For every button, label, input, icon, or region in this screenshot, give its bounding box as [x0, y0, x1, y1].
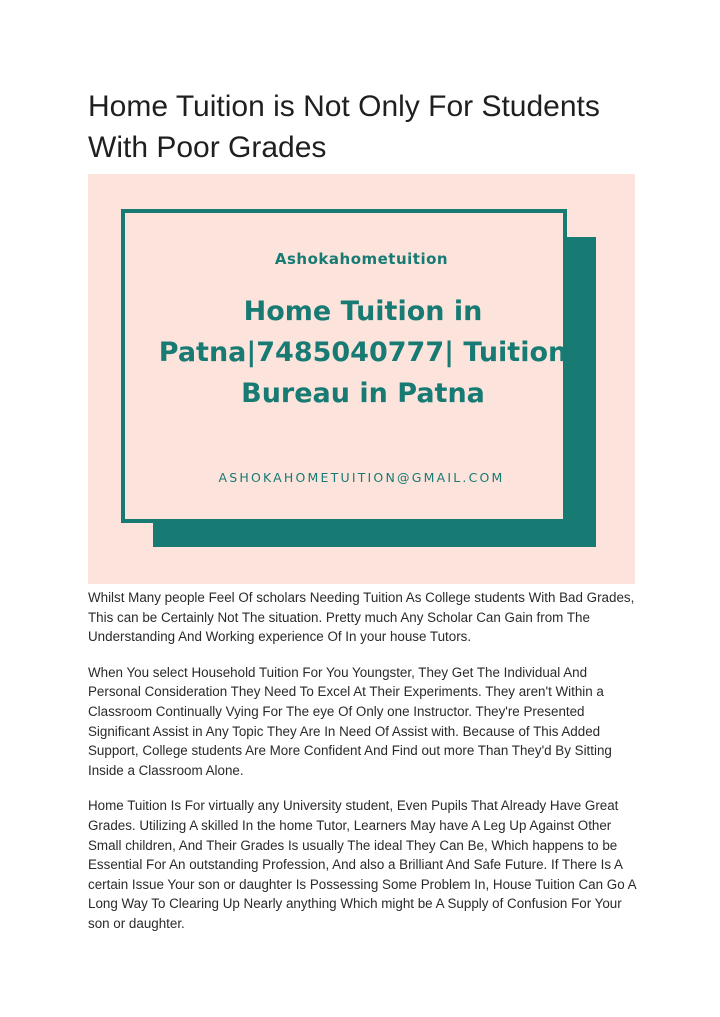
paragraph-2: When You select Household Tuition For You Youngster, They Get The Individual And Personal Consideration They Need To Excel At Their Experiments. They aren't Within a Classroom Continually Vying For The eye Of Only one Instructor. They're Presented Significant Assist in Any Topic They Are In Need Of Assist with. Because of This Added Support, College students Are More Confident And Find out more Than They'd By Sitting Inside a Classroom Alone.	[88, 664, 612, 778]
banner-headline: Home Tuition in Patna|7485040777| Tuition Bureau in Patna	[158, 296, 568, 409]
page-title: Home Tuition is Not Only For Students With Poor Grades	[88, 90, 600, 164]
article-body	[88, 588, 638, 950]
paragraph-3: Home Tuition Is For virtually any University student, Even Pupils That Already Have Great Grades. Utilizing A skilled In the home Tutor, Learners May have A Leg Up Against Other Small children, And Their Grades Is usually The ideal They Can Be, Which happens to be Essential For An outstanding Profession, And also a Brilliant And Safe Future. If There Is A certain Issue Your son or daughter Is Possessing Some Problem In, House Tuition Can Go A Long Way To Clearing Up Nearly anything Which might be A Supply of Confusion For Your son or daughter.	[88, 798, 636, 931]
banner-brand-name: Ashokahometuition	[274, 250, 449, 268]
paragraph-1: Whilst Many people Feel Of scholars Needing Tuition As College students With Bad Grades, This can be Certainly Not The situation. Pretty much Any Scholar Can Gain from The Understanding And Working experience Of In your house Tutors.	[88, 590, 635, 645]
promo-banner-image	[88, 174, 635, 584]
banner-email: ASHOKAHOMETUITION@GMAIL.COM	[218, 470, 505, 485]
